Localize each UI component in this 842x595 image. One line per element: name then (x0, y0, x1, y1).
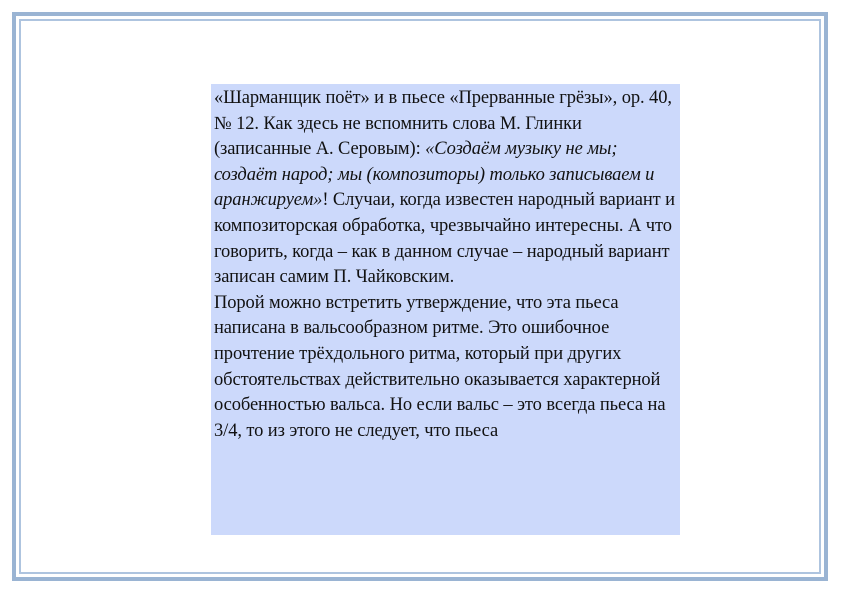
text-box (211, 84, 680, 535)
paragraph-2 (214, 291, 677, 445)
paragraph-1-text-1: «Шарманщик поёт» и в пьесе «Прерванные грёзы», ор. 40, № 12. Как здесь не вспомнить слова М. Глинки (записанные А. Серовым): (214, 88, 672, 160)
glinka-quote: «Создаём музыку не мы; создаёт народ; мы (композиторы) только записываем и аранжируем» (214, 139, 655, 211)
paragraph-2-text: Порой можно встретить утверждение, что эта пьеса написана в вальсообразном ритме. Это ошибочное прочтение трёхдольного ритма, который при других обстоятельствах действительно оказывается характерной особенностью вальса. Но если вальс – это всегда пьеса на 3/4, то из этого не следует, что пьеса (214, 292, 666, 441)
paragraph-1-text-2: ! Случаи, когда известен народный вариант и композиторская обработка, чрезвычайно интересны. А что говорить, когда – как в данном случае – народный вариант записан самим П. Чайковским. (214, 190, 675, 288)
paragraph-1 (214, 86, 677, 291)
